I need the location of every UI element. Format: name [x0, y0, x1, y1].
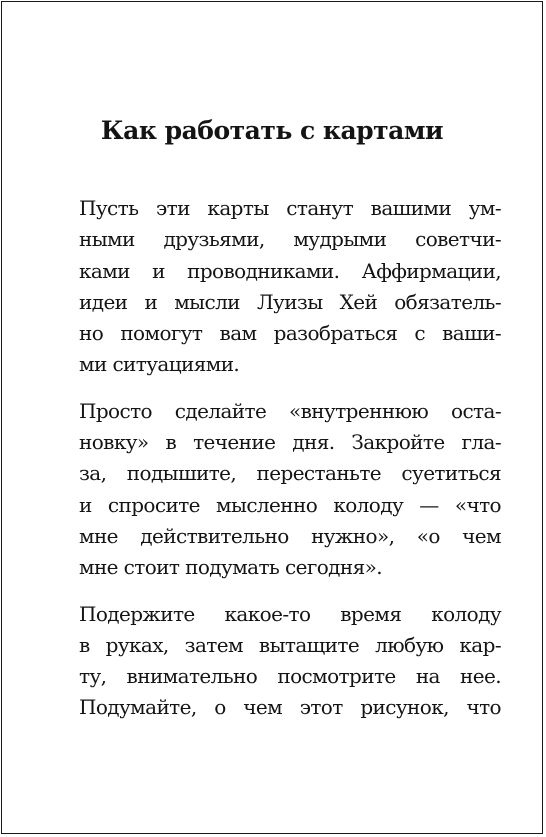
text-line: ми ситуациями. — [79, 352, 240, 377]
text-line: Пусть эти карты станут вашими ум- — [79, 196, 501, 220]
text-line: Подержите какое-то время колоду — [79, 601, 501, 626]
text-line: но помогут вам разобраться с ваши- — [79, 321, 501, 346]
text-line: и спросите мысленно колоду — «что — [79, 492, 501, 517]
paragraph-1 — [79, 193, 501, 381]
text-line: ками и проводниками. Аффирмации, — [79, 258, 501, 283]
paragraph-2 — [79, 396, 501, 584]
text-line: Просто сделайте «внутреннюю оста- — [79, 398, 501, 423]
paragraph-3 — [79, 599, 501, 724]
text-line: ными друзьями, мудрыми советчи- — [79, 227, 501, 252]
book-page — [1, 1, 543, 834]
text-line: мне стоит подумать сегодня». — [79, 555, 382, 580]
text-line: за, подышите, перестаньте суетиться — [79, 461, 501, 486]
text-line: ту, внимательно посмотрите на нее. — [79, 664, 501, 689]
text-line: идеи и мысли Луизы Хей обязатель- — [79, 289, 501, 314]
page-title: Как работать с картами — [100, 116, 444, 145]
text-line: Подумайте, о чем этот рисунок, что — [79, 695, 501, 720]
text-line: новку» в течение дня. Закройте гла- — [79, 430, 501, 455]
body-text — [79, 193, 501, 739]
text-line: мне действительно нужно», «о чем — [79, 523, 501, 548]
text-line: в руках, затем вытащите любую кар- — [79, 632, 501, 657]
